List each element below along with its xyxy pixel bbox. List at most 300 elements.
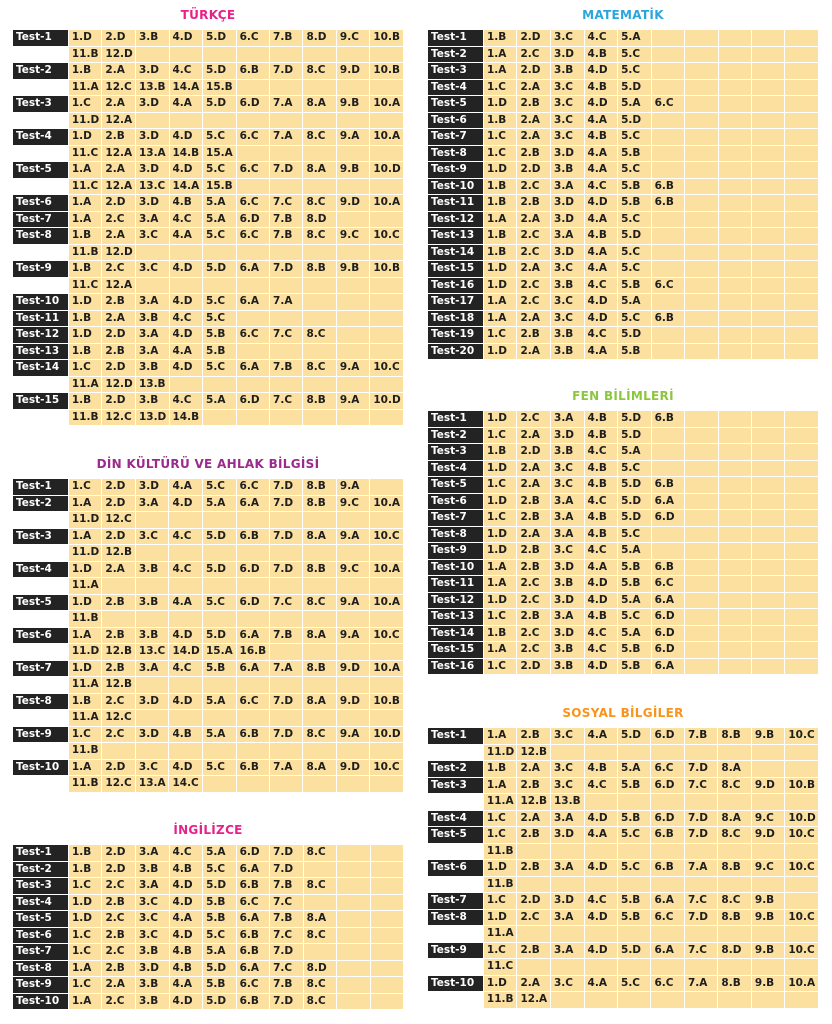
answer-cell: 3.B — [551, 343, 585, 360]
answer-cell: 3.C — [551, 294, 585, 311]
answer-cell: 4.C — [169, 528, 203, 545]
answer-cell: 4.C — [169, 845, 203, 862]
answer-cell — [718, 744, 751, 761]
answer-cell: 3.D — [135, 129, 169, 146]
answer-cell — [270, 512, 303, 529]
table-row — [13, 611, 404, 628]
answer-cell: 4.A — [169, 343, 203, 360]
answer-cell: 8.A — [718, 761, 751, 778]
answer-cell: 5.A — [618, 30, 652, 47]
answer-cell: 1.C — [68, 360, 102, 377]
answer-cell: 1.D — [483, 343, 517, 360]
answer-cell: 1.D — [483, 526, 517, 543]
answer-cell — [236, 376, 269, 393]
answer-cell — [370, 277, 404, 294]
answer-cell — [303, 512, 336, 529]
answer-key-table — [427, 727, 819, 1009]
answer-cell: 7.C — [684, 777, 717, 794]
answer-cell: 4.D — [169, 927, 203, 944]
answer-cell: 10.C — [370, 627, 404, 644]
answer-cell: 1.D — [68, 561, 102, 578]
answer-cell — [785, 195, 819, 212]
answer-cell: 4.A — [584, 827, 617, 844]
answer-cell: 8.C — [303, 129, 336, 146]
answer-cell: 3.B — [135, 594, 169, 611]
table-row — [13, 977, 404, 994]
answer-cell: 3.A — [551, 609, 585, 626]
answer-cell: 2.B — [102, 927, 136, 944]
answer-cell: 15.A — [203, 145, 237, 162]
table-row — [428, 843, 819, 860]
answer-cell: 4.B — [584, 609, 618, 626]
answer-cell: 3.C — [551, 30, 585, 47]
answer-cell — [337, 944, 370, 961]
test-label: Test-6 — [13, 927, 69, 944]
answer-cell: 7.D — [684, 810, 717, 827]
test-label: Test-2 — [428, 427, 484, 444]
answer-cell — [303, 294, 336, 311]
test-label: Test-17 — [428, 294, 484, 311]
answer-cell — [752, 427, 785, 444]
label-spacer — [13, 277, 69, 294]
table-row — [13, 726, 404, 743]
answer-cell — [337, 993, 370, 1010]
answer-cell: 5.A — [203, 211, 237, 228]
answer-cell — [651, 926, 684, 943]
answer-cell — [203, 611, 237, 628]
table-row — [13, 944, 404, 961]
test-label: Test-13 — [428, 609, 484, 626]
answer-cell — [303, 944, 337, 961]
answer-cell: 6.A — [236, 660, 270, 677]
answer-cell: 12.D — [102, 244, 136, 261]
answer-cell: 5.A — [203, 195, 237, 212]
answer-cell: 4.C — [584, 625, 618, 642]
answer-cell: 2.C — [102, 211, 136, 228]
answer-cell: 7.B — [270, 228, 303, 245]
test-label: Test-7 — [13, 211, 69, 228]
answer-cell: 4.A — [169, 977, 203, 994]
answer-cell: 5.D — [618, 112, 652, 129]
answer-cell: 8.A — [303, 911, 337, 928]
test-label: Test-15 — [428, 261, 484, 278]
table-row — [428, 310, 819, 327]
answer-cell: 3.D — [135, 96, 169, 113]
table-row — [13, 211, 404, 228]
answer-cell: 3.A — [135, 211, 169, 228]
test-label: Test-7 — [428, 510, 484, 527]
answer-cell: 14.D — [169, 644, 203, 661]
answer-cell: 15.A — [203, 644, 237, 661]
answer-cell: 2.B — [517, 942, 551, 959]
answer-cell: 2.B — [102, 894, 136, 911]
answer-cell: 6.B — [651, 411, 685, 428]
answer-cell: 6.A — [236, 495, 270, 512]
answer-cell: 10.C — [370, 360, 404, 377]
test-label: Test-4 — [13, 561, 69, 578]
answer-cell — [651, 228, 685, 245]
answer-cell: 1.B — [483, 30, 517, 47]
answer-cell: 3.C — [551, 761, 585, 778]
answer-cell — [785, 310, 819, 327]
answer-cell — [236, 710, 270, 727]
answer-cell — [718, 794, 751, 811]
answer-cell: 5.D — [618, 427, 652, 444]
answer-cell: 3.D — [551, 195, 585, 212]
answer-cell: 7.C — [684, 893, 717, 910]
answer-cell: 2.B — [102, 960, 136, 977]
answer-cell: 5.C — [203, 162, 237, 179]
answer-cell: 8.C — [303, 228, 336, 245]
answer-cell: 7.B — [684, 728, 717, 745]
answer-cell: 5.D — [618, 493, 652, 510]
label-spacer — [428, 959, 484, 976]
answer-cell: 5.B — [618, 178, 652, 195]
answer-cell: 3.A — [135, 495, 169, 512]
answer-cell: 11.B — [68, 46, 102, 63]
answer-cell: 1.C — [68, 878, 102, 895]
answer-cell: 8.C — [718, 827, 751, 844]
answer-cell: 4.D — [169, 294, 203, 311]
test-label: Test-15 — [428, 642, 484, 659]
answer-cell: 11.D — [68, 512, 102, 529]
answer-cell: 5.C — [618, 244, 652, 261]
answer-cell: 14.C — [169, 776, 203, 793]
answer-cell: 4.D — [169, 162, 203, 179]
answer-cell: 3.A — [551, 493, 585, 510]
answer-cell — [370, 46, 404, 63]
answer-cell — [718, 79, 751, 96]
answer-cell — [584, 992, 617, 1009]
answer-cell: 5.D — [203, 30, 237, 47]
table-row — [428, 46, 819, 63]
answer-cell: 7.B — [270, 627, 303, 644]
answer-cell: 1.D — [483, 493, 517, 510]
answer-cell: 4.A — [169, 479, 203, 496]
answer-cell: 3.D — [136, 960, 170, 977]
answer-cell: 1.B — [68, 63, 102, 80]
answer-cell: 9.C — [336, 561, 369, 578]
answer-cell — [370, 878, 403, 895]
test-label: Test-6 — [13, 195, 69, 212]
answer-cell: 4.A — [169, 96, 203, 113]
table-row — [428, 343, 819, 360]
answer-cell: 1.D — [68, 660, 102, 677]
answer-cell: 3.C — [551, 129, 585, 146]
table-row — [13, 46, 404, 63]
answer-cell — [685, 112, 718, 129]
answer-cell: 8.D — [303, 211, 336, 228]
answer-cell: 12.D — [102, 376, 136, 393]
answer-cell: 3.D — [551, 827, 585, 844]
answer-cell: 2.D — [102, 30, 136, 47]
test-label: Test-2 — [13, 861, 69, 878]
label-spacer — [428, 744, 484, 761]
answer-cell: 6.C — [236, 693, 270, 710]
answer-cell — [303, 310, 336, 327]
section-matematik — [427, 5, 819, 360]
answer-cell: 13.B — [135, 376, 169, 393]
answer-cell: 7.C — [270, 894, 304, 911]
answer-cell: 6.B — [651, 310, 685, 327]
answer-cell — [752, 294, 785, 311]
answer-cell: 2.C — [102, 993, 136, 1010]
answer-cell: 7.C — [270, 927, 304, 944]
answer-cell: 1.C — [483, 827, 517, 844]
answer-cell — [718, 228, 751, 245]
answer-cell: 2.C — [517, 625, 551, 642]
answer-cell: 3.B — [135, 561, 169, 578]
test-label: Test-2 — [13, 495, 69, 512]
answer-cell — [718, 30, 751, 47]
answer-cell — [551, 876, 585, 893]
answer-cell: 2.C — [517, 46, 551, 63]
answer-cell: 2.C — [517, 642, 551, 659]
answer-cell: 7.B — [270, 911, 304, 928]
answer-cell — [752, 411, 785, 428]
answer-cell — [336, 145, 369, 162]
answer-cell: 5.A — [203, 726, 237, 743]
answer-cell — [685, 444, 718, 461]
test-label: Test-4 — [428, 460, 484, 477]
test-label: Test-10 — [428, 559, 484, 576]
answer-cell: 5.B — [203, 894, 237, 911]
test-label: Test-5 — [428, 96, 484, 113]
label-spacer — [428, 843, 484, 860]
answer-cell: 7.D — [270, 162, 303, 179]
answer-cell: 4.D — [169, 759, 203, 776]
answer-cell: 6.C — [236, 479, 270, 496]
answer-cell: 2.C — [517, 244, 551, 261]
answer-cell: 4.B — [169, 195, 203, 212]
answer-cell — [169, 743, 203, 760]
answer-cell: 5.C — [618, 460, 652, 477]
answer-cell: 3.D — [551, 559, 585, 576]
answer-cell — [370, 545, 404, 562]
answer-cell — [169, 244, 203, 261]
answer-cell — [752, 576, 785, 593]
answer-cell — [203, 743, 237, 760]
answer-cell: 1.D — [68, 894, 102, 911]
answer-cell — [752, 178, 785, 195]
test-label: Test-7 — [13, 660, 69, 677]
answer-cell: 11.B — [483, 992, 517, 1009]
answer-cell: 4.D — [584, 860, 617, 877]
answer-cell: 7.D — [270, 845, 304, 862]
answer-cell — [785, 477, 819, 494]
answer-cell: 12.A — [102, 277, 136, 294]
answer-cell: 11.A — [68, 376, 102, 393]
answer-cell: 4.D — [169, 30, 203, 47]
answer-cell: 7.D — [684, 827, 717, 844]
answer-cell: 5.D — [618, 327, 652, 344]
answer-cell: 4.D — [584, 658, 618, 675]
answer-cell: 1.A — [68, 162, 102, 179]
test-label: Test-5 — [428, 827, 484, 844]
answer-cell: 2.B — [517, 728, 551, 745]
answer-cell — [752, 211, 785, 228]
answer-cell: 4.C — [584, 893, 617, 910]
table-row — [13, 594, 404, 611]
section-title: FEN BİLİMLERİ — [572, 389, 674, 403]
answer-cell: 5.B — [618, 195, 652, 212]
table-row — [428, 493, 819, 510]
test-label: Test-14 — [13, 360, 69, 377]
answer-cell: 7.C — [684, 942, 717, 959]
answer-cell — [517, 843, 551, 860]
answer-cell — [651, 46, 685, 63]
answer-cell: 2.A — [102, 162, 136, 179]
test-label: Test-1 — [428, 411, 484, 428]
answer-cell — [718, 162, 751, 179]
answer-cell — [270, 145, 303, 162]
answer-cell — [551, 843, 585, 860]
answer-cell — [685, 493, 718, 510]
answer-cell: 7.D — [270, 261, 303, 278]
answer-cell: 2.B — [517, 860, 551, 877]
answer-cell: 12.A — [102, 112, 136, 129]
answer-cell — [236, 112, 269, 129]
answer-cell: 8.C — [303, 927, 337, 944]
answer-cell: 1.B — [68, 861, 102, 878]
answer-cell: 1.B — [68, 393, 102, 410]
answer-cell: 11.B — [68, 244, 102, 261]
table-row — [428, 728, 819, 745]
answer-cell — [303, 545, 336, 562]
answer-cell — [236, 145, 269, 162]
answer-cell: 1.B — [68, 343, 102, 360]
answer-cell: 5.A — [203, 845, 237, 862]
answer-cell: 11.B — [483, 843, 517, 860]
answer-cell: 6.B — [651, 477, 685, 494]
answer-cell: 6.C — [236, 195, 269, 212]
answer-cell: 1.A — [68, 195, 102, 212]
answer-cell: 8.C — [303, 195, 336, 212]
answer-cell: 3.A — [551, 810, 585, 827]
table-row — [13, 495, 404, 512]
test-label: Test-3 — [13, 96, 69, 113]
answer-cell: 1.D — [483, 592, 517, 609]
answer-cell: 1.B — [68, 261, 102, 278]
answer-cell: 6.B — [236, 63, 269, 80]
answer-cell — [270, 376, 303, 393]
table-row — [428, 576, 819, 593]
answer-cell: 2.B — [517, 827, 551, 844]
answer-cell: 2.A — [102, 228, 136, 245]
answer-cell: 13.C — [135, 178, 169, 195]
answer-cell — [718, 609, 751, 626]
answer-cell — [718, 926, 751, 943]
answer-cell: 5.D — [618, 728, 651, 745]
answer-cell: 10.B — [785, 777, 819, 794]
table-row — [428, 926, 819, 943]
answer-cell: 7.D — [270, 561, 303, 578]
answer-cell: 1.C — [483, 510, 517, 527]
answer-cell — [236, 776, 270, 793]
answer-cell: 5.D — [618, 510, 652, 527]
answer-cell: 4.D — [584, 942, 617, 959]
answer-cell: 4.B — [584, 411, 618, 428]
answer-cell: 5.B — [618, 576, 652, 593]
label-spacer — [13, 776, 69, 793]
answer-cell: 2.A — [517, 112, 551, 129]
answer-cell: 6.C — [651, 96, 685, 113]
answer-cell: 6.A — [651, 658, 685, 675]
answer-cell: 1.A — [68, 993, 102, 1010]
answer-cell: 2.C — [102, 911, 136, 928]
answer-cell — [785, 926, 819, 943]
answer-cell: 4.C — [584, 327, 618, 344]
test-label: Test-8 — [13, 693, 69, 710]
answer-cell: 3.A — [551, 909, 585, 926]
answer-cell: 8.A — [303, 759, 336, 776]
table-row — [13, 393, 404, 410]
answer-cell — [102, 611, 136, 628]
answer-cell: 9.B — [336, 162, 369, 179]
answer-cell: 3.C — [135, 261, 169, 278]
answer-cell — [336, 644, 369, 661]
answer-cell: 6.A — [651, 893, 684, 910]
answer-cell — [785, 228, 819, 245]
answer-cell — [584, 926, 617, 943]
answer-cell: 6.D — [651, 728, 684, 745]
answer-cell: 1.C — [483, 942, 517, 959]
answer-cell — [551, 926, 585, 943]
answer-cell: 2.A — [102, 96, 136, 113]
answer-cell: 1.A — [483, 63, 517, 80]
answer-cell: 5.C — [618, 975, 651, 992]
answer-cell: 3.B — [551, 642, 585, 659]
answer-cell: 5.B — [618, 277, 652, 294]
answer-cell: 10.C — [785, 942, 819, 959]
answer-cell — [303, 861, 337, 878]
answer-cell — [718, 427, 751, 444]
answer-cell — [169, 46, 203, 63]
answer-cell: 2.A — [102, 310, 136, 327]
answer-cell: 8.D — [303, 960, 337, 977]
answer-cell — [370, 512, 404, 529]
answer-cell: 2.A — [517, 310, 551, 327]
answer-cell — [236, 277, 269, 294]
answer-cell — [517, 876, 551, 893]
answer-cell — [685, 228, 718, 245]
answer-cell — [336, 310, 369, 327]
answer-cell: 1.B — [483, 178, 517, 195]
answer-cell: 7.A — [270, 759, 303, 776]
table-row — [13, 360, 404, 377]
answer-cell: 6.C — [651, 576, 685, 593]
answer-cell — [303, 79, 336, 96]
answer-cell — [751, 761, 784, 778]
answer-cell — [270, 244, 303, 261]
answer-cell: 3.A — [551, 411, 585, 428]
answer-cell: 1.A — [68, 495, 102, 512]
answer-cell — [685, 244, 718, 261]
answer-cell: 7.B — [270, 211, 303, 228]
answer-cell: 3.B — [136, 977, 170, 994]
table-row — [428, 444, 819, 461]
answer-cell: 11.D — [68, 545, 102, 562]
answer-cell: 14.B — [169, 145, 203, 162]
answer-cell — [303, 343, 336, 360]
table-row — [13, 376, 404, 393]
answer-cell: 9.C — [751, 860, 784, 877]
answer-cell: 10.A — [370, 129, 404, 146]
table-row — [13, 644, 404, 661]
answer-cell: 2.C — [102, 944, 136, 961]
answer-cell: 3.B — [136, 861, 170, 878]
answer-cell — [517, 959, 551, 976]
